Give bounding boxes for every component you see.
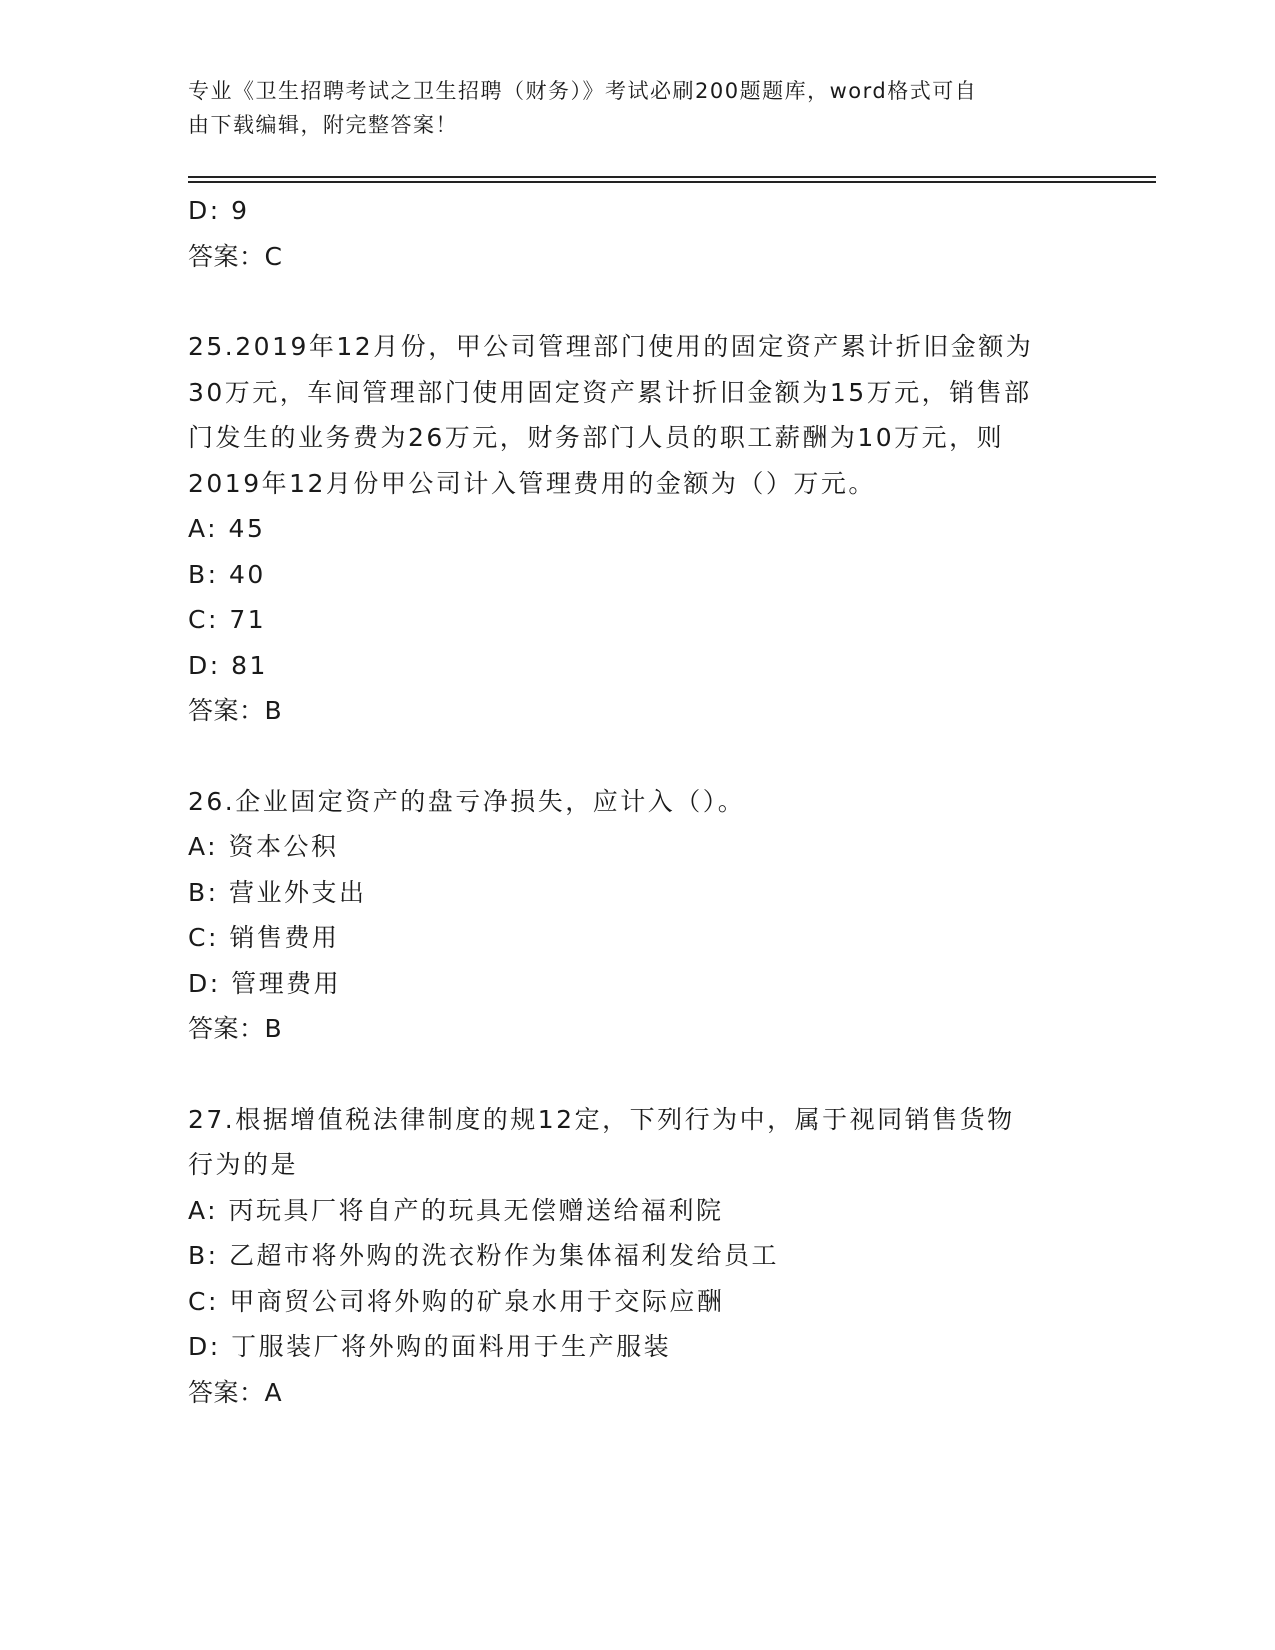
question-27 — [188, 1097, 1088, 1416]
header-line-2: 由下载编辑，附完整答案！ — [188, 113, 458, 137]
answer: 答案：B — [188, 696, 283, 725]
option-d: D: 9 — [188, 196, 250, 225]
option-b: B: 40 — [188, 559, 266, 589]
option-c: C: 销售费用 — [188, 923, 340, 952]
header-rule-bottom — [188, 181, 1156, 183]
header-line-1: 专业《卫生招聘考试之卫生招聘（财务）》考试必刷200题题库，word格式可自 — [188, 79, 978, 103]
question-25 — [188, 324, 1088, 734]
option-a: A: 资本公积 — [188, 832, 339, 861]
option-c: C: 甲商贸公司将外购的矿泉水用于交际应酬 — [188, 1286, 725, 1316]
option-b: B: 乙超市将外购的洗衣粉作为集体福利发给员工 — [188, 1241, 780, 1270]
previous-question-tail — [188, 188, 1088, 279]
spacer — [188, 279, 1088, 324]
document-body — [188, 188, 1088, 1415]
answer: 答案：C — [188, 241, 283, 271]
option-d: D: 管理费用 — [188, 968, 342, 998]
question-text-line: 26.企业固定资产的盘亏净损失，应计入（）。 — [188, 786, 746, 816]
option-b: B: 营业外支出 — [188, 877, 367, 907]
question-26 — [188, 779, 1088, 1052]
question-text-line: 27.根据增值税法律制度的规12定，下列行为中，属于视同销售货物 — [188, 1104, 1015, 1134]
question-text-line: 2019年12月份甲公司计入管理费用的金额为（）万元。 — [188, 468, 876, 498]
option-a: A: 丙玩具厂将自产的玩具无偿赠送给福利院 — [188, 1195, 724, 1225]
option-d: D: 81 — [188, 650, 268, 680]
document-header — [188, 74, 1088, 142]
question-text-line: 门发生的业务费为26万元，财务部门人员的职工薪酬为10万元，则 — [188, 423, 1005, 452]
answer: 答案：A — [188, 1377, 283, 1407]
option-a: A: 45 — [188, 514, 266, 543]
spacer — [188, 1052, 1088, 1097]
question-text-line: 25.2019年12月份，甲公司管理部门使用的固定资产累计折旧金额为 — [188, 332, 1034, 361]
header-rule-top — [188, 176, 1156, 178]
question-text-line: 30万元，车间管理部门使用固定资产累计折旧金额为15万元，销售部 — [188, 377, 1032, 407]
option-d: D: 丁服装厂将外购的面料用于生产服装 — [188, 1332, 672, 1361]
spacer — [188, 734, 1088, 779]
question-text-line: 行为的是 — [188, 1150, 299, 1179]
answer: 答案：B — [188, 1014, 283, 1043]
option-c: C: 71 — [188, 605, 267, 634]
